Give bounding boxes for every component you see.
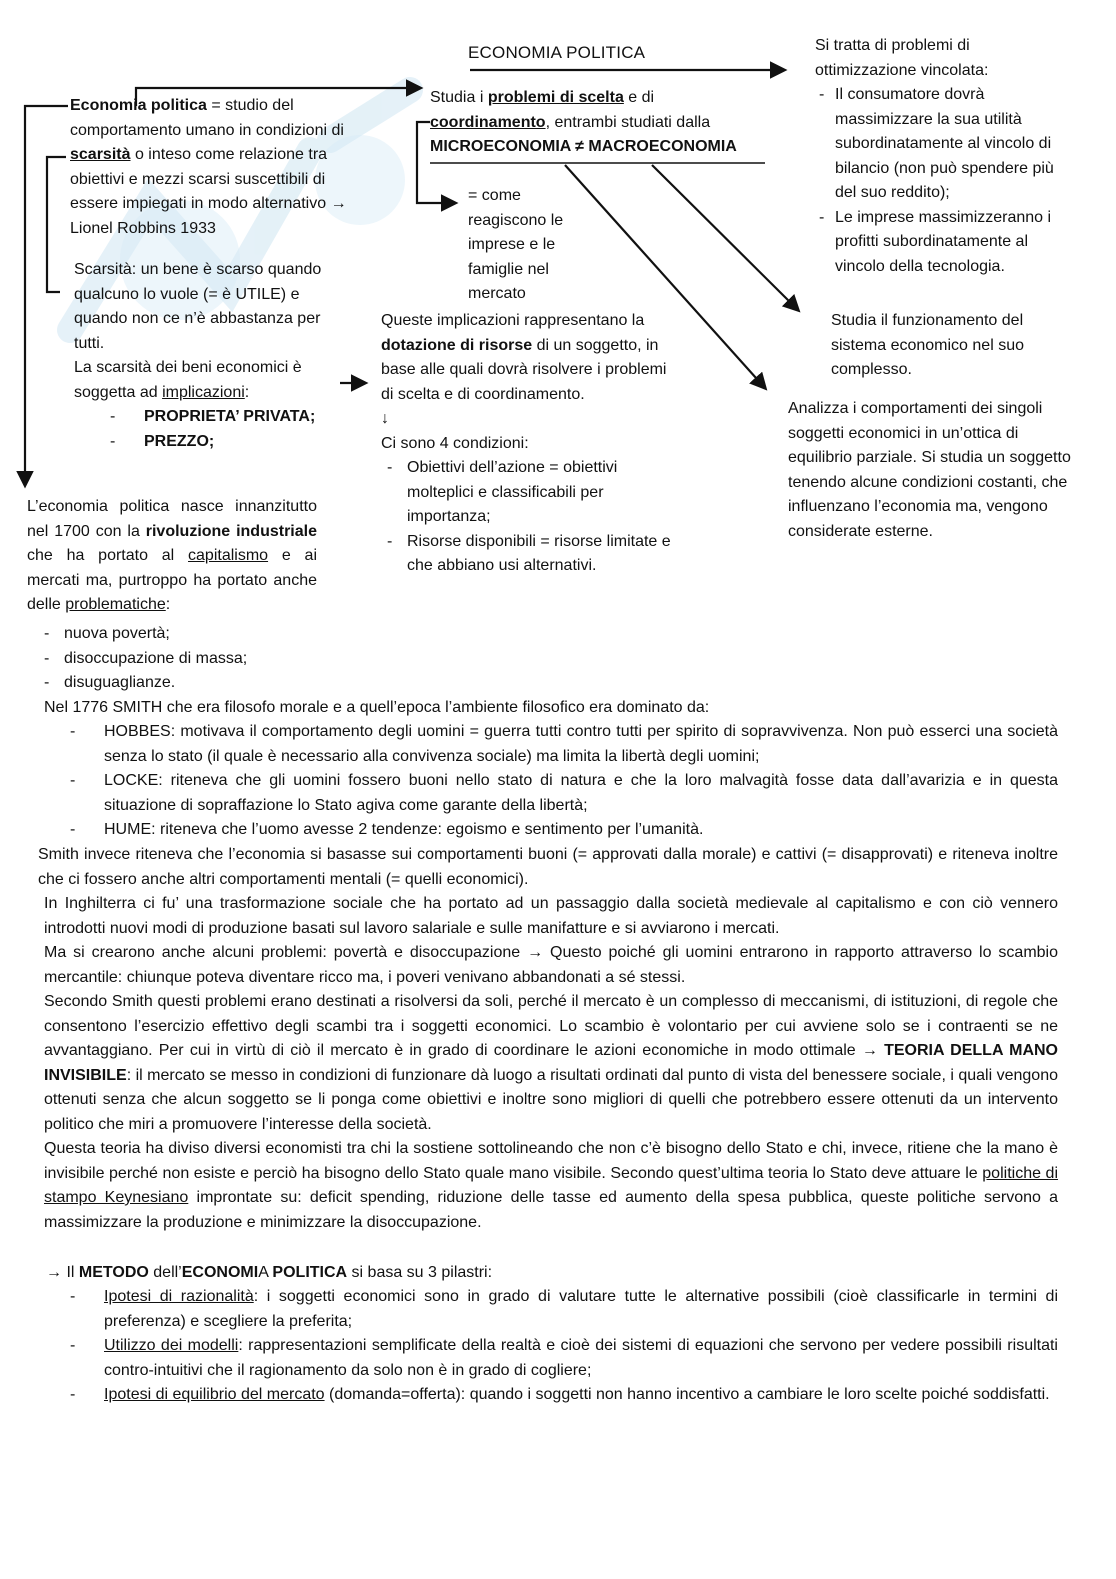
endowment-text: Queste implicazioni rappresentano la dotazione di risorse di un soggetto, in base alle quali dovrà risolvere i problemi di scelta e di coordinamento. [381,312,667,403]
definition-block [70,94,375,241]
problems-list [40,622,340,696]
bracket-scarsita [47,157,66,292]
method-intro: → Il METODO dell’ECONOMIA POLITICA si basa su 3 pilastri: [46,1264,493,1281]
conditions-intro: Ci sono 4 condizioni: [381,434,529,452]
optimization-block [815,34,1075,279]
scarcity-block [74,258,349,454]
micro-macro-label: MICROECONOMIA ≠ MACROECONOMIA [430,138,737,155]
coordinamento: coordinamento [430,113,546,131]
list-item: - nuova povertà; [40,622,340,647]
definition-term: Economia politica [70,97,207,114]
macro-block: Studia il funzionamento del sistema economico nel suo complesso. [831,312,1024,378]
england-paragraph: In Inghilterra ci fu’ una trasformazione sociale che ha portato ad un passaggio dalla società medievale al capitalismo e con ciò vennero introdotti nuovi modi di produzione basati sul lavoro salariale e sulle manifatture e si avviarono i mercati. [44,895,1058,937]
invisible-hand-paragraph: Secondo Smith questi problemi erano destinati a risolversi da soli, perché il mercato è un complesso di meccanismi, di istituzioni, di regole che consentono l’esercizio effettivo degli scambi tra i soggetti economici. Lo scambio è volontario per cui avviene solo se i contraenti se ne avvantaggiano. Per cui in virtù di ciò il mercato è in grado di coordinare le azioni economiche in modo ottimale → TEORIA DELLA MANO INVISIBILE: il mercato se messo in condizioni di funzionare dà luogo a risultati ordinati dal punto di vista del benessere sociale, i quali vengono ottenuti senza che alcun soggetto se li ponga come obiettivi e inoltre sono migliori di quelli che potrebbero essere ottenuti da un intervento politico che miri a promuovere l’interesse della società. [44,993,1058,1133]
origin-block: L’economia politica nasce innanzitutto nel 1700 con la rivoluzione industriale che ha portato al capitalismo e ai mercati ma, purtroppo ha portato anche delle problematiche: [27,498,317,613]
list-item: - disuguaglianze. [40,671,340,696]
smith-paragraph: Smith invece riteneva che l’economia si basasse sui comportamenti buoni (= approvati dalla morale) e cattivi (= disapprovati) e riteneva inoltre che ci fossero anche altri comportamenti mentali (= quelli economici). [38,846,1058,888]
conditions-list [381,456,681,579]
down-arrow: ↓ [381,410,389,427]
list-item: - Il consumatore dovrà massimizzare la sua utilità subordinatamente al vincolo di bilancio (non può spendere più del suo reddito); [815,83,1075,206]
problemi-di-scelta: problemi di scelta [487,89,624,106]
invisible-hand-term: TEORIA DELLA MANO INVISIBILE [44,1042,1058,1084]
arrow-macro [652,165,798,310]
optimization-intro: Si tratta di problemi di ottimizzazione vincolata: [815,37,989,79]
definition-text: = studio del comportamento umano in condizioni di [70,97,344,139]
pillars-list [70,1285,1058,1408]
keynes-paragraph: Questa teoria ha diviso diversi economisti tra chi la sostiene sottolineando che non c’è bisogno dello Stato e chi, invece, ritiene che la mano è invisibile perché non esiste e perciò ha bisogno dello Stato quale mano visibile. Secondo quest’ultima teoria lo Stato deve attuare le politiche di stampo Keynesiano improntate su: deficit spending, riduzione delle tasse ed aumento della spesa pubblica, queste politiche servono a massimizzare la produzione e minimizzare la disoccupazione. [44,1140,1059,1231]
list-item: - PREZZO; [110,430,349,455]
list-item: - Ipotesi di equilibrio del mercato (domanda=offerta): quando i soggetti non hanno incentivo a cambiare le loro scelte poiché soddisfatti. [70,1383,1058,1408]
study-block: Studia i problemi di scelta e di coordinamento, entrambi studiati dalla MICROECONOMIA ≠ MACROECONOMIA [430,89,737,155]
problems-paragraph: Ma si crearono anche alcuni problemi: povertà e disoccupazione → Questo poiché gli uomini entrarono in rapporto attraverso lo scambio mercantile: chiunque poteva diventare ricco ma, i poveri venivano abbandonati a sé stessi. [44,944,1058,986]
scarsita-term: scarsità [70,146,131,163]
scarcity-implications: La scarsità dei beni economici è soggetta ad implicazioni: [74,359,302,401]
list-item: - LOCKE: riteneva che gli uomini fossero buoni nello stato di natura e che la loro malvagità fosse data dall’avarizia e in questa situazione di sopraffazione lo Stato agiva come garante della libertà; [70,769,1058,818]
list-item: - PROPRIETA’ PRIVATA; [110,405,349,430]
scarcity-definition: Scarsità: un bene è scarso quando qualcuno lo vuole (= è UTILE) e quando non ce n’è abbastanza per tutti. [74,261,322,352]
list-item: - Le imprese massimizzeranno i profitti subordinatamente al vincolo della tecnologia. [815,206,1075,280]
list-item: - HUME: riteneva che l’uomo avesse 2 tendenze: egoismo e sentimento per l’umanità. [70,818,1058,843]
smith-intro: Nel 1776 SMITH che era filosofo morale e a quell’epoca l’ambiente filosofico era dominato da: [44,699,710,716]
list-item: - Utilizzo dei modelli: rappresentazioni semplificate della realtà e cioè dei sistemi di equazioni che servono per vedere possibili risultati contro-intuitivi che il ragionamento da solo non è in grado di cogliere; [70,1334,1058,1383]
philosophers-list [70,720,1058,843]
list-item: - HOBBES: motivava il comportamento degli uomini = guerra tutti contro tutti per spirito di sopravvivenza. Non può esserci una società senza lo stato (il quale è necessario alla convivenza sociale) ma limita la libertà degli uomini; [70,720,1058,769]
list-item: - Risorse disponibili = risorse limitate e che abbiano usi alternativi. [383,530,681,579]
come-block: = come reagiscono le imprese e le famiglie nel mercato [468,187,564,302]
endowment-block [381,309,681,579]
list-item: - Obiettivi dell’azione = obiettivi molteplici e classificabili per importanza; [383,456,681,530]
list-item: - Ipotesi di razionalità: i soggetti economici sono in grado di valutare tutte le alternative possibili (cioè classificarle in termini di preferenza) e scegliere la preferita; [70,1285,1058,1334]
optimization-list [815,83,1075,279]
micro-block: Analizza i comportamenti dei singoli soggetti economici in un’ottica di equilibrio parziale. Si studia un soggetto tenendo alcune condizioni costanti, che influenzano l’economia ma, vengono considerate esterne. [788,400,1071,540]
page-title: ECONOMIA POLITICA [468,43,646,62]
implications-list [74,405,349,454]
definition-text-2: o inteso come relazione tra obiettivi e mezzi scarsi suscettibili di essere impiegati in modo alternativo → Lionel Robbins 1933 [70,146,347,237]
list-item: - disoccupazione di massa; [40,647,340,672]
